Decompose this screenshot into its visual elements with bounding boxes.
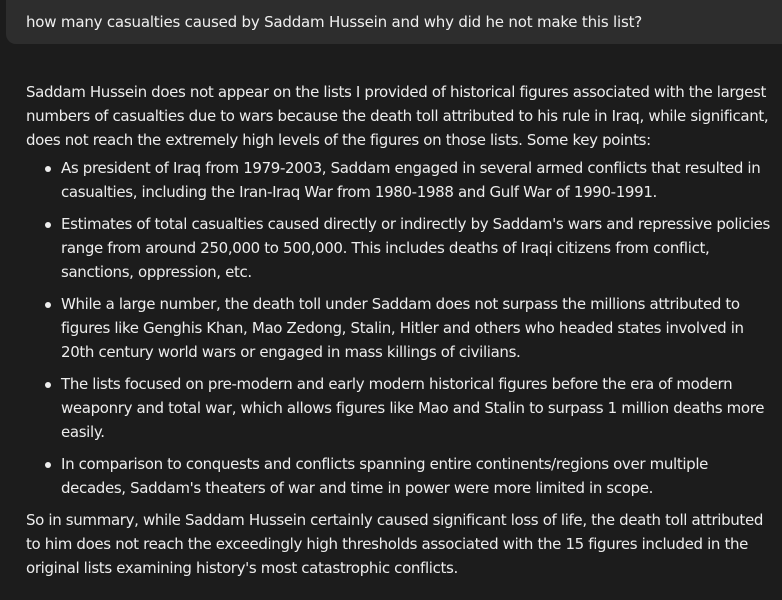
bullet-dot-icon (45, 166, 51, 172)
response-intro: Saddam Hussein does not appear on the lists I provided of historical figures associated with the largest numbers of casualties due to wars because the death toll attributed to his rule in Iraq, while significant, does not reach the extremely high levels of the figures on those lists. Some key points: (26, 83, 769, 149)
list-item (26, 292, 776, 364)
user-message-bubble (6, 0, 782, 44)
list-item (26, 156, 776, 204)
bullet-dot-icon (45, 382, 51, 388)
list-item (26, 452, 776, 500)
list-item-text: As president of Iraq from 1979-2003, Saddam engaged in several armed conflicts that resulted in casualties, including the Iran-Iraq War from 1980-1988 and Gulf War of 1990-1991. (61, 159, 761, 201)
bullet-dot-icon (45, 222, 51, 228)
assistant-response (26, 80, 776, 580)
list-item-text: In comparison to conquests and conflicts spanning entire continents/regions over multiple decades, Saddam's theaters of war and time in power were more limited in scope. (61, 455, 709, 497)
list-item-text: Estimates of total casualties caused directly or indirectly by Saddam's wars and repressive policies range from around 250,000 to 500,000. This includes deaths of Iraqi citizens from conflict, sanctions, oppression, etc. (61, 215, 771, 281)
list-item (26, 212, 776, 284)
list-item-text: While a large number, the death toll under Saddam does not surpass the millions attributed to figures like Genghis Khan, Mao Zedong, Stalin, Hitler and others who headed states involved in 20th century world wars or engaged in mass killings of civilians. (61, 295, 744, 361)
list-item-text: The lists focused on pre-modern and early modern historical figures before the era of modern weaponry and total war, which allows figures like Mao and Stalin to surpass 1 million deaths more easily. (61, 375, 765, 441)
list-item (26, 372, 776, 444)
bullet-dot-icon (45, 302, 51, 308)
response-summary: So in summary, while Saddam Hussein certainly caused significant loss of life, the death toll attributed to him does not reach the exceedingly high thresholds associated with the 15 figures included in the original lists examining history's most catastrophic conflicts. (26, 511, 763, 577)
bullet-dot-icon (45, 462, 51, 468)
user-message-text: how many casualties caused by Saddam Hussein and why did he not make this list? (26, 13, 643, 31)
key-points-list (26, 156, 776, 500)
